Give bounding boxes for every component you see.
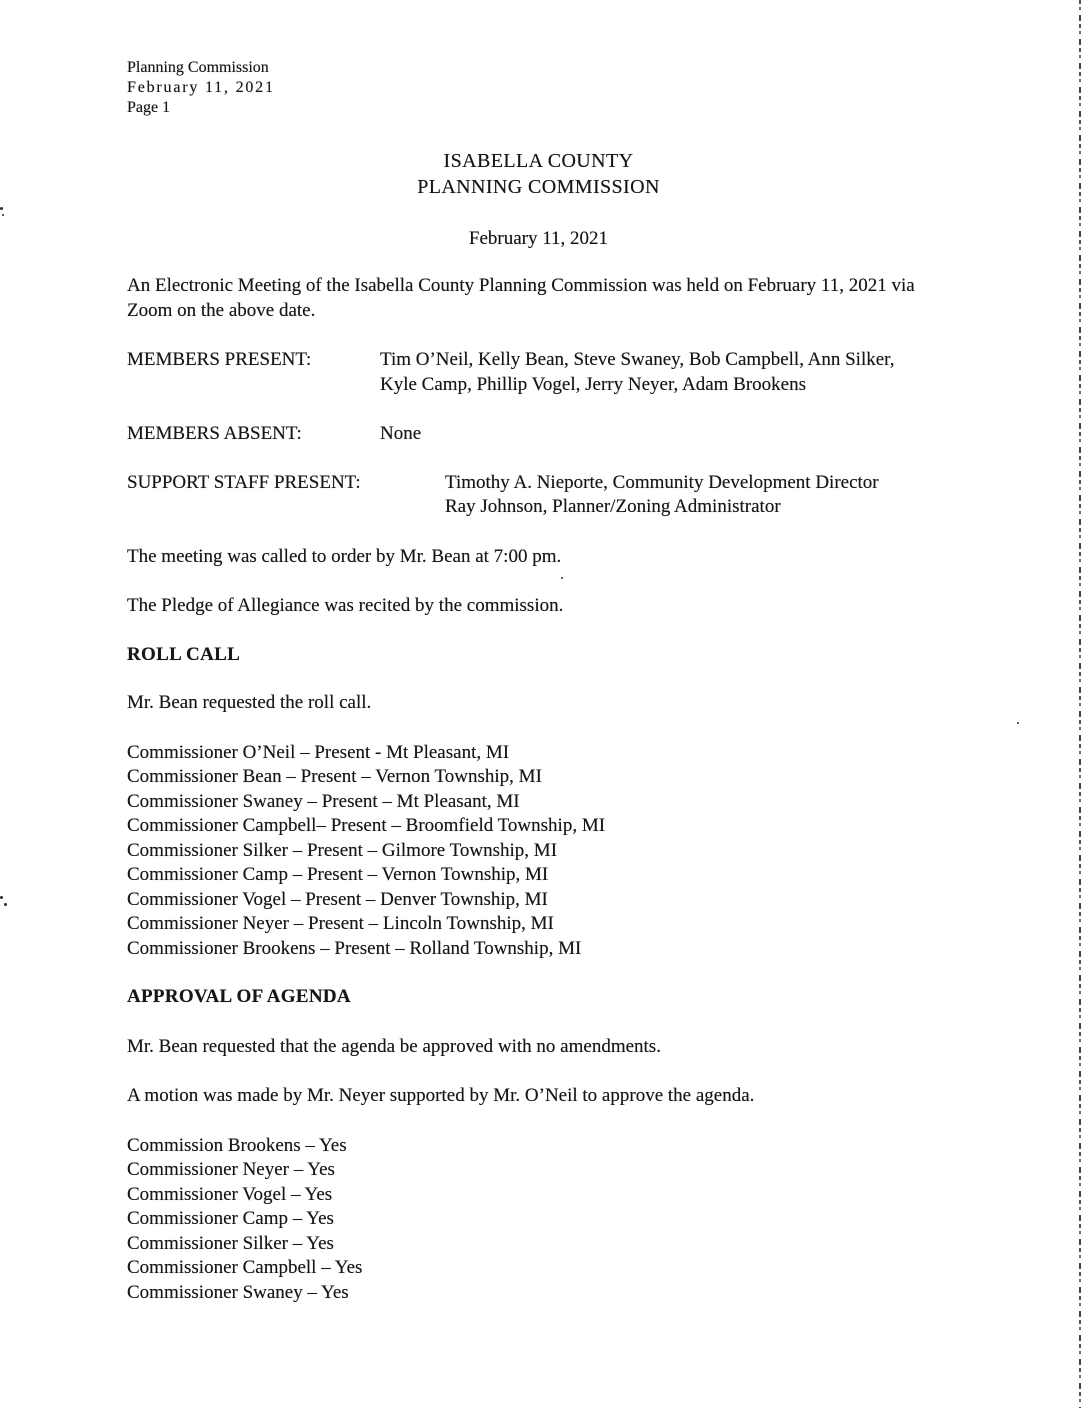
roll-call-entry: Commissioner Vogel – Present – Denver Township, MI: [127, 888, 548, 910]
scan-edge-line: [1079, 0, 1081, 1408]
roll-call-entry: Commissioner Neyer – Present – Lincoln Township, MI: [127, 913, 554, 934]
agenda-motion-paragraph: A motion was made by Mr. Neyer supported by Mr. O’Neil to approve the agenda.: [127, 1085, 755, 1106]
meeting-date: February 11, 2021: [468, 228, 609, 249]
agenda-vote-entry: Commissioner Swaney – Yes: [127, 1281, 349, 1303]
roll-call-intro: Mr. Bean requested the roll call.: [127, 692, 372, 713]
agenda-vote-entry: Commissioner Silker – Yes: [127, 1232, 334, 1254]
support-staff-line: Timothy A. Nieporte, Community Development Director: [445, 471, 879, 493]
document-title: [127, 148, 950, 200]
agenda-request-paragraph: Mr. Bean requested that the agenda be approved with no amendments.: [127, 1035, 661, 1057]
approval-of-agenda-heading: APPROVAL OF AGENDA: [127, 986, 351, 1007]
roll-call-list: [127, 741, 950, 962]
roll-call-entry: Commissioner Silker – Present – Gilmore Township, MI: [127, 839, 558, 861]
called-to-order-paragraph: The meeting was called to order by Mr. Bean at 7:00 pm.: [127, 545, 562, 567]
members-present-value: Tim O’Neil, Kelly Bean, Steve Swaney, Bob Campbell, Ann Silker, Kyle Camp, Phillip Vogel, Jerry Neyer, Adam Brookens: [380, 349, 895, 395]
agenda-vote-entry: Commissioner Vogel – Yes: [127, 1183, 333, 1205]
roll-call-entry: Commissioner Bean – Present – Vernon Township, MI: [127, 766, 542, 787]
roll-call-entry: Commissioner O’Neil – Present - Mt Pleasant, MI: [127, 741, 510, 763]
scan-speck: [561, 577, 563, 579]
scan-speck: [2, 214, 4, 216]
header-page-number: Page 1: [127, 99, 171, 116]
roll-call-entry: Commissioner Campbell– Present – Broomfield Township, MI: [127, 815, 606, 836]
roll-call-heading: ROLL CALL: [127, 643, 241, 665]
members-absent-label: MEMBERS ABSENT:: [127, 423, 302, 444]
header-date: February 11, 2021: [127, 79, 275, 96]
agenda-vote-entry: Commissioner Neyer – Yes: [127, 1159, 335, 1180]
support-staff-value: [445, 471, 879, 520]
scan-speck: [0, 896, 3, 899]
agenda-vote-entry: Commissioner Camp – Yes: [127, 1208, 334, 1229]
header-doc-name: Planning Commission: [127, 59, 269, 76]
members-present-label: MEMBERS PRESENT:: [127, 349, 312, 370]
roll-call-entry: Commissioner Brookens – Present – Rolland Township, MI: [127, 937, 582, 959]
roll-call-entry: Commissioner Swaney – Present – Mt Pleasant, MI: [127, 790, 520, 812]
members-present-row: [127, 348, 950, 397]
support-staff-line: Ray Johnson, Planner/Zoning Administrator: [445, 496, 781, 517]
members-absent-row: [127, 422, 950, 447]
scan-speck: [4, 903, 7, 906]
intro-paragraph: An Electronic Meeting of the Isabella County Planning Commission was held on February 11, 2021 via Zoom on the above date.: [127, 275, 915, 321]
title-county: ISABELLA COUNTY: [443, 150, 634, 172]
scan-speck: [0, 207, 3, 210]
agenda-vote-list: [127, 1134, 950, 1306]
agenda-vote-entry: Commissioner Campbell – Yes: [127, 1257, 363, 1278]
support-staff-label: SUPPORT STAFF PRESENT:: [127, 471, 361, 493]
pledge-paragraph: The Pledge of Allegiance was recited by the commission.: [127, 595, 564, 616]
roll-call-entry: Commissioner Camp – Present – Vernon Township, MI: [127, 864, 549, 885]
scan-speck: [1017, 722, 1019, 724]
page-header: [127, 58, 950, 118]
members-absent-value: None: [380, 423, 422, 444]
agenda-vote-entry: Commission Brookens – Yes: [127, 1134, 347, 1156]
support-staff-row: [127, 471, 950, 520]
title-commission: PLANNING COMMISSION: [417, 176, 660, 198]
